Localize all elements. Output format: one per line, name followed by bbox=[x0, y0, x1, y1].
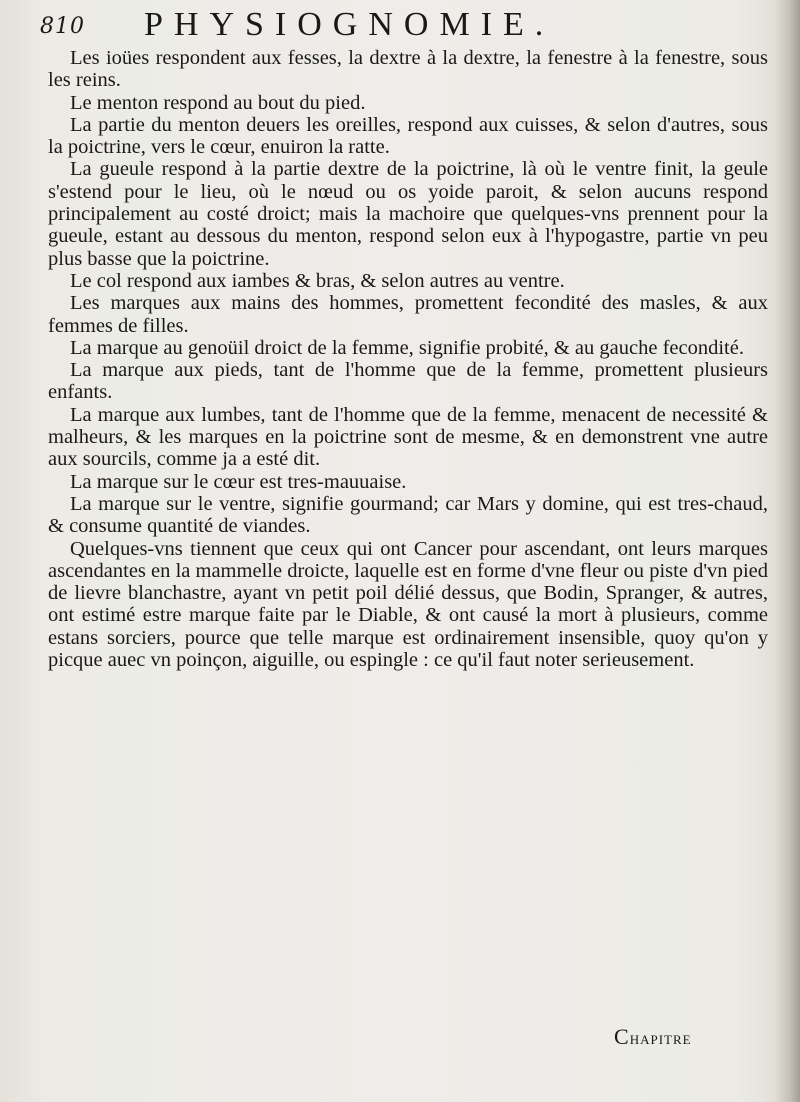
paragraph: La marque aux lumbes, tant de l'homme que de la femme, menacent de necessité & malheurs, & les marques en la poictrine sont de mesme, & en demonstrent vne autre aux sourcils, comme ja a esté dit. bbox=[48, 403, 768, 471]
paragraph: Le menton respond au bout du pied. bbox=[70, 91, 366, 114]
paragraph: La marque aux pieds, tant de l'homme que de la femme, promettent plusieurs enfants. bbox=[48, 359, 768, 404]
running-title: PHYSIOGNOMIE. bbox=[144, 6, 555, 43]
paragraph: La marque au genoüil droict de la femme, signifie probité, & au gauche fecondité. bbox=[70, 336, 744, 359]
page-number: 810 bbox=[40, 14, 85, 39]
page-header bbox=[40, 6, 760, 48]
paragraph: La marque sur le ventre, signifie gourmand; car Mars y domine, qui est tres-chaud, & consume quantité de viandes. bbox=[48, 492, 768, 538]
paragraph: Le col respond aux iambes & bras, & selon autres au ventre. bbox=[70, 269, 565, 292]
paragraph: La marque sur le cœur est tres-mauuaise. bbox=[70, 470, 407, 493]
paragraph: La partie du menton deuers les oreilles, respond aux cuisses, & selon d'autres, sous la poictrine, vers le cœur, enuiron la ratte. bbox=[48, 113, 768, 159]
paragraph: Quelques-vns tiennent que ceux qui ont Cancer pour ascendant, ont leurs marques ascendantes en la mammelle droicte, laquelle est en forme d'vne fleur ou piste d'vn pied de lievre blanchastre, ayant vn petit poil délié dessus, que Bodin, Spranger, & autres, ont estimé estre marque faite par le Diable, & ont causé la mort à plusieurs, comme estans sorciers, pource que telle marque est ordinairement insensible, quoy qu'on y picque auec vn poinçon, aiguille, ou espingle : ce qu'il faut noter serieusement. bbox=[48, 537, 768, 672]
page-edge-shadow bbox=[774, 0, 800, 1102]
catchword: Chapitre bbox=[614, 1024, 692, 1049]
paragraph: Les marques aux mains des hommes, promettent fecondité des masles, & aux femmes de filles. bbox=[48, 292, 768, 337]
body-text bbox=[48, 47, 768, 671]
paragraph: La gueule respond à la partie dextre de la poictrine, là où le ventre finit, la geule s'estend pour le lieu, où le nœud ou os yoide paroit, & selon aucuns respond principalement au costé droict; mais la machoire que quelques-vns prennent pour la gueule, estant au dessous du menton, respond selon eux à l'hypogastre, partie vn peu plus basse que la poictrine. bbox=[48, 158, 768, 270]
paragraph: Les ioües respondent aux fesses, la dextre à la dextre, la fenestre à la fenestre, sous les reins. bbox=[48, 47, 768, 92]
